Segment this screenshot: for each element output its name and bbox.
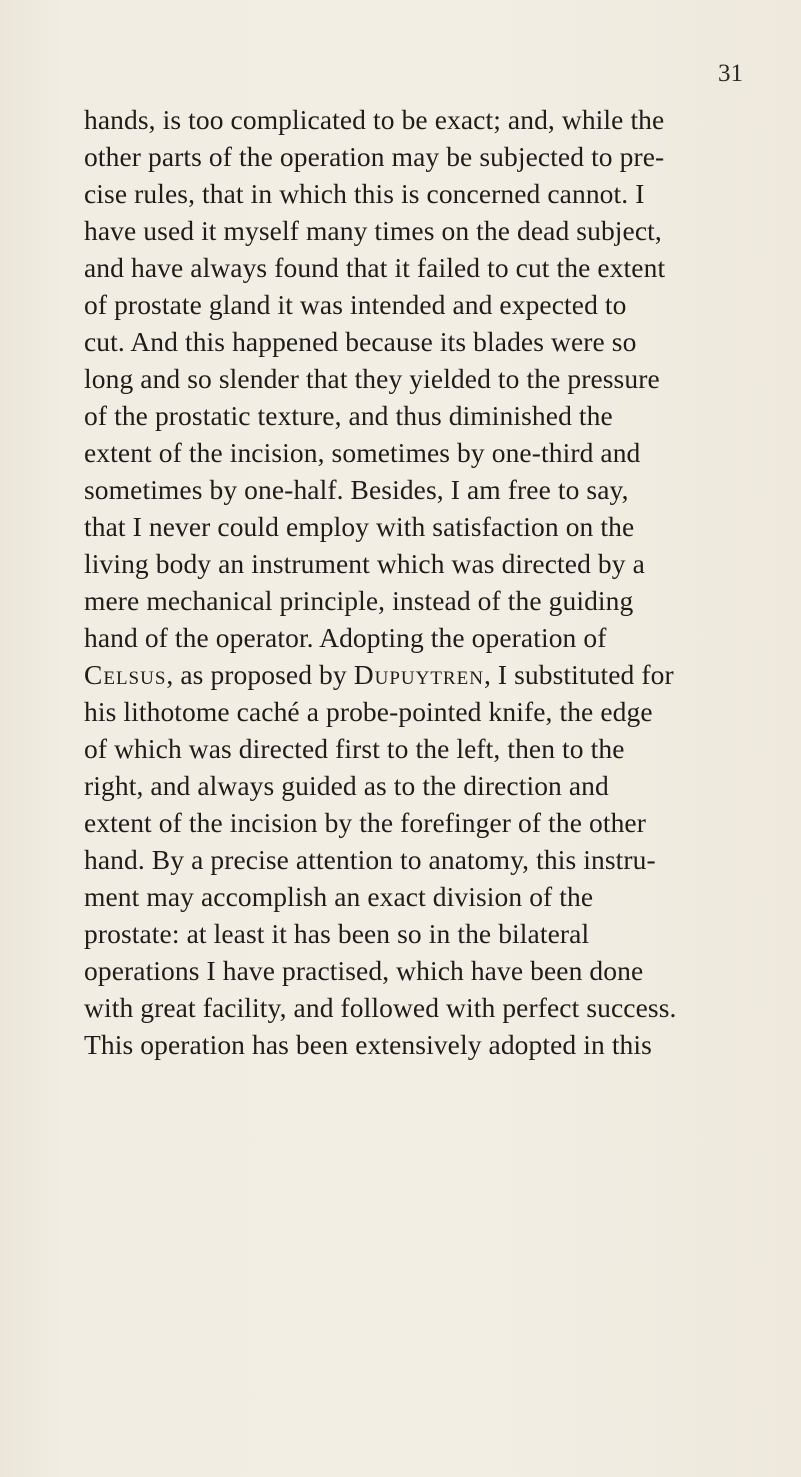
text-line: of which was directed first to the left, then to the [84, 733, 625, 764]
text-line: of prostate gland it was intended and expected to [84, 289, 627, 320]
text-line: of the prostatic texture, and thus diminished the [84, 400, 613, 431]
text-line: other parts of the operation may be subjected to pre- [84, 141, 665, 172]
text-line: and have always found that it failed to cut the extent [84, 252, 666, 283]
text-line: cut. And this happened because its blades were so [84, 326, 637, 357]
text-line: mere mechanical principle, instead of the guiding [84, 585, 634, 616]
text-line: operations I have practised, which have been done [84, 955, 644, 986]
text-line: hand. By a precise attention to anatomy, this instru- [84, 844, 656, 875]
author-name-dupuytren: Dupuytren [353, 659, 484, 690]
text-line: that I never could employ with satisfaction on the [84, 511, 635, 542]
text-line: This operation has been extensively adopted in this [84, 1029, 652, 1060]
text-line: ment may accomplish an exact division of the [84, 881, 594, 912]
author-name-celsus: Celsus [84, 659, 167, 690]
text-fragment: , as proposed by [166, 659, 354, 690]
page-number: 31 [718, 60, 743, 87]
text-line: with great facility, and followed with perfect success. [84, 992, 677, 1023]
text-line: hands, is too complicated to be exact; and, while the [84, 104, 665, 135]
text-line: his lithotome caché a probe-pointed knife, the edge [84, 696, 653, 727]
text-line [84, 657, 674, 693]
text-line: long and so slender that they yielded to the pressure [84, 363, 660, 394]
text-line: sometimes by one-half. Besides, I am free to say, [84, 474, 629, 505]
text-line: hand of the operator. Adopting the operation of [84, 622, 607, 653]
text-fragment: , I substituted for [483, 659, 674, 690]
text-line: right, and always guided as to the direction and [84, 770, 609, 801]
text-line: extent of the incision by the forefinger of the other [84, 807, 646, 838]
text-line: have used it myself many times on the dead subject, [84, 215, 662, 246]
text-line: living body an instrument which was directed by a [84, 548, 645, 579]
text-line: cise rules, that in which this is concerned cannot. I [84, 178, 645, 209]
text-line: extent of the incision, sometimes by one-third and [84, 437, 641, 468]
text-line: prostate: at least it has been so in the bilateral [84, 918, 590, 949]
